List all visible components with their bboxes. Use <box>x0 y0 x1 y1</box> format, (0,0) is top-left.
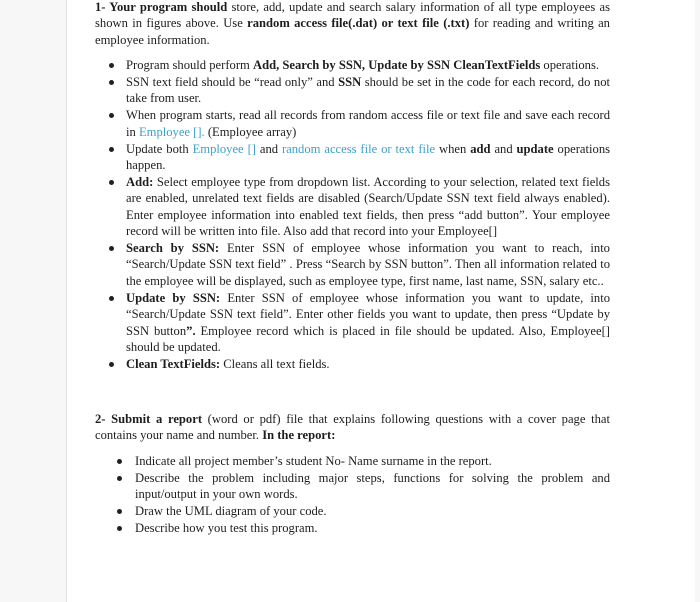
list-item: When program starts, read all records from random access file or text file and save each record in Employee []. (Employee array) <box>95 107 610 140</box>
document-page <box>66 0 695 602</box>
list-item: Draw the UML diagram of your code. <box>95 503 610 519</box>
list-item: Describe the problem including major steps, functions for solving the problem and input/output in your own words. <box>95 470 610 503</box>
section-1-lead: Your program should <box>109 0 228 14</box>
list-item: Add: Select employee type from dropdown list. According to your selection, related text fields are enabled, unrelated text fields are disabled (Search/Update SSN text field always enabled). Enter employee information into enabled text fields, then press “add button”. Your employee record will be written into file. Also add that record into your Employee[] <box>95 174 610 240</box>
list-item: Indicate all project member’s student No- Name surname in the report. <box>95 453 610 469</box>
section-2-lead: 2- Submit a report <box>95 412 203 426</box>
list-item: Search by SSN: Enter SSN of employee whose information you want to reach, into “Search/Update SSN text field” . Press “Search by SSN button”. Then all information related to the employee will be displayed, such as employee type, first name, last name, SSN, salary etc.. <box>95 240 610 289</box>
section-1-intro: 1- Your program should store, add, update and search salary information of all type employees as shown in figures above. Use random access file(.dat) or text file (.txt) for reading and writing an employee information. <box>95 0 610 47</box>
section-1-bullet-list <box>95 57 610 373</box>
list-item: Update both Employee [] and random access file or text file when add and update operations happen. <box>95 141 610 174</box>
section-2-bullet-list <box>95 453 610 537</box>
employee-array-link[interactable]: Employee []. <box>138 124 205 139</box>
section-1-number: 1- <box>95 0 110 14</box>
section-2-intro: 2- Submit a report (word or pdf) file that explains following questions with a cover page that contains your name and number. In the report: <box>95 412 610 443</box>
list-item: Update by SSN: Enter SSN of employee whose information you want to update, into “Search/Update SSN text field”. Enter other fields you want to update, then press “Update by SSN button”. Employee record which is placed in file should be updated. Also, Employee[] should be updated. <box>95 290 610 356</box>
list-item: Program should perform Add, Search by SSN, Update by SSN CleanTextFields operations. <box>95 57 610 73</box>
employee-array-link[interactable]: Employee [] <box>192 141 256 156</box>
list-item: Describe how you test this program. <box>95 520 610 536</box>
file-link[interactable]: random access file or text file <box>281 141 436 156</box>
list-item: Clean TextFields: Cleans all text fields. <box>95 356 610 372</box>
list-item: SSN text field should be “read only” and SSN should be set in the code for each record, do not take from user. <box>95 74 610 107</box>
